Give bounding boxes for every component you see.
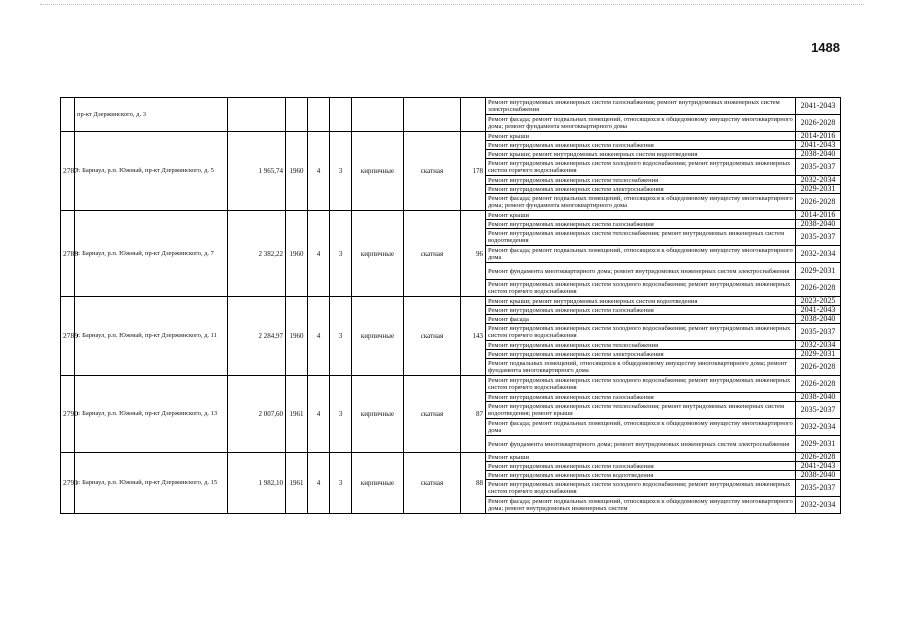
roof-type: скатная — [404, 453, 461, 514]
entrance-count: 3 — [330, 297, 352, 376]
repair-period: 2029-2031 — [796, 350, 841, 359]
repair-period: 2035-2037 — [796, 229, 841, 246]
repair-work-type: Ремонт фундамента многоквартирного дома; ремонт внутридомовых инженерных систем электроснабжения — [486, 436, 796, 453]
resident-count — [461, 98, 486, 132]
repair-work-type: Ремонт фасада — [486, 315, 796, 324]
repair-period: 2038-2040 — [796, 220, 841, 229]
entrance-count: 3 — [330, 453, 352, 514]
repair-work-type: Ремонт внутридомовых инженерных систем холодного водоснабжения; ремонт внутридомовых инженерных систем горячего водоснабжения — [486, 324, 796, 341]
repair-work-type: Ремонт фасада; ремонт подвальных помещений, относящихся к общедомовому имуществу многоквартирного дома — [486, 246, 796, 263]
total-area — [228, 98, 286, 132]
repair-period: 2026-2028 — [796, 453, 841, 462]
repair-period: 2041-2043 — [796, 98, 841, 115]
repair-work-type: Ремонт внутридомовых инженерных систем холодного водоснабжения; ремонт внутридомовых инженерных систем горячего водоснабжения — [486, 376, 796, 393]
wall-material: кирпичные — [352, 297, 404, 376]
record-number: 2788 — [61, 211, 75, 297]
repair-work-type: Ремонт внутридомовых инженерных систем газоснабжения; ремонт внутридомовых инженерных систем электроснабжения — [486, 98, 796, 115]
roof-type: скатная — [404, 132, 461, 211]
repair-period: 2035-2037 — [796, 324, 841, 341]
house-address: г. Барнаул, р.п. Южный, пр-кт Дзержинского, д. 7 — [75, 211, 228, 297]
repair-work-type: Ремонт крыши — [486, 211, 796, 220]
build-year: 1960 — [286, 297, 308, 376]
house-address: пр-кт Дзержинского, д. 3 — [75, 98, 228, 132]
repair-work-type: Ремонт крыши; ремонт внутридомовых инженерных систем водоотведения — [486, 297, 796, 306]
repair-period: 2038-2040 — [796, 150, 841, 159]
total-area: 1 982,10 — [228, 453, 286, 514]
repair-work-type: Ремонт внутридомовых инженерных систем электроснабжения — [486, 350, 796, 359]
repair-period: 2029-2031 — [796, 436, 841, 453]
repair-period: 2038-2040 — [796, 393, 841, 402]
wall-material: кирпичные — [352, 453, 404, 514]
repair-period: 2041-2043 — [796, 306, 841, 315]
repair-period: 2026-2028 — [796, 359, 841, 376]
floor-count: 4 — [308, 211, 330, 297]
floor-count — [308, 98, 330, 132]
wall-material: кирпичные — [352, 376, 404, 453]
repair-period: 2032-2034 — [796, 176, 841, 185]
total-area: 2 284,97 — [228, 297, 286, 376]
repair-work-type: Ремонт внутридомовых инженерных систем теплоснабжения; ремонт внутридомовых инженерных систем водоотведения — [486, 229, 796, 246]
record-number: 2790 — [61, 376, 75, 453]
floor-count: 4 — [308, 297, 330, 376]
repair-work-type: Ремонт внутридомовых инженерных систем холодного водоснабжения; ремонт внутридомовых инженерных систем горячего водоснабжения — [486, 159, 796, 176]
repair-work-type: Ремонт внутридомовых инженерных систем водоотведения — [486, 471, 796, 480]
table-body — [61, 98, 841, 514]
floor-count: 4 — [308, 132, 330, 211]
repair-work-type: Ремонт внутридомовых инженерных систем газоснабжения — [486, 220, 796, 229]
roof-type — [404, 98, 461, 132]
repair-period: 2035-2037 — [796, 159, 841, 176]
repair-period: 2035-2037 — [796, 402, 841, 419]
house-address: г. Барнаул, р.п. Южный, пр-кт Дзержинского, д. 11 — [75, 297, 228, 376]
repair-period: 2029-2031 — [796, 185, 841, 194]
total-area: 1 965,74 — [228, 132, 286, 211]
repair-period: 2023-2025 — [796, 297, 841, 306]
table-row — [61, 132, 841, 141]
repair-work-type: Ремонт внутридомовых инженерных систем теплоснабжения; ремонт внутридомовых инженерных систем водоотведения; ремонт крыши — [486, 402, 796, 419]
repair-period: 2026-2028 — [796, 194, 841, 211]
wall-material: кирпичные — [352, 211, 404, 297]
total-area: 2 382,22 — [228, 211, 286, 297]
repair-work-type: Ремонт внутридомовых инженерных систем холодного водоснабжения; ремонт внутридомовых инженерных систем горячего водоснабжения — [486, 480, 796, 497]
entrance-count: 3 — [330, 376, 352, 453]
record-number: 2789 — [61, 297, 75, 376]
repair-work-type: Ремонт внутридомовых инженерных систем теплоснабжения — [486, 176, 796, 185]
capital-repair-table — [60, 97, 841, 514]
repair-work-type: Ремонт фасада; ремонт подвальных помещений, относящихся к общедомовому имуществу многоквартирного дома; ремонт внутридомовых инженерных систем — [486, 497, 796, 514]
repair-work-type: Ремонт фундамента многоквартирного дома; ремонт внутридомовых инженерных систем электроснабжения — [486, 263, 796, 280]
repair-period: 2026-2028 — [796, 376, 841, 393]
resident-count: 96 — [461, 211, 486, 297]
repair-work-type: Ремонт фасада; ремонт подвальных помещений, относящихся к общедомовому имуществу многоквартирного дома; ремонт фундамента многоквартирного дома — [486, 115, 796, 132]
build-year: 1961 — [286, 376, 308, 453]
repair-period: 2014-2016 — [796, 132, 841, 141]
repair-period: 2029-2031 — [796, 263, 841, 280]
wall-material: кирпичные — [352, 132, 404, 211]
repair-period: 2026-2028 — [796, 280, 841, 297]
total-area: 2 007,60 — [228, 376, 286, 453]
repair-work-type: Ремонт фасада; ремонт подвальных помещений, относящихся к общедомовому имуществу многоквартирного дома; ремонт фундамента многоквартирного дома — [486, 194, 796, 211]
build-year — [286, 98, 308, 132]
repair-work-type: Ремонт внутридомовых инженерных систем теплоснабжения — [486, 341, 796, 350]
floor-count: 4 — [308, 453, 330, 514]
repair-period: 2014-2016 — [796, 211, 841, 220]
repair-work-type: Ремонт фасада; ремонт подвальных помещений, относящихся к общедомовому имуществу многоквартирного дома — [486, 419, 796, 436]
table-row — [61, 453, 841, 462]
repair-work-type: Ремонт внутридомовых инженерных систем газоснабжения — [486, 306, 796, 315]
table-row — [61, 211, 841, 220]
repair-work-type: Ремонт подвальных помещений, относящихся к общедомовому имуществу многоквартирного дома; ремонт фундамента многоквартирного дома — [486, 359, 796, 376]
resident-count: 87 — [461, 376, 486, 453]
repair-work-type: Ремонт внутридомовых инженерных систем газоснабжения — [486, 462, 796, 471]
repair-period: 2041-2043 — [796, 462, 841, 471]
roof-type: скатная — [404, 211, 461, 297]
repair-period: 2038-2040 — [796, 471, 841, 480]
repair-period: 2032-2034 — [796, 497, 841, 514]
roof-type: скатная — [404, 297, 461, 376]
record-number: 2791 — [61, 453, 75, 514]
floor-count: 4 — [308, 376, 330, 453]
repair-work-type: Ремонт внутридомовых инженерных систем электроснабжения — [486, 185, 796, 194]
repair-work-type: Ремонт крыши — [486, 132, 796, 141]
build-year: 1961 — [286, 453, 308, 514]
entrance-count: 3 — [330, 132, 352, 211]
roof-type: скатная — [404, 376, 461, 453]
entrance-count: 3 — [330, 211, 352, 297]
scan-edge-dots — [40, 4, 864, 7]
repair-work-type: Ремонт внутридомовых инженерных систем газоснабжения — [486, 393, 796, 402]
build-year: 1960 — [286, 132, 308, 211]
build-year: 1960 — [286, 211, 308, 297]
page-number: 1488 — [811, 40, 840, 55]
repair-period: 2038-2040 — [796, 315, 841, 324]
repair-work-type: Ремонт внутридомовых инженерных систем холодного водоснабжения; ремонт внутридомовых инженерных систем горячего водоснабжения — [486, 280, 796, 297]
repair-work-type: Ремонт внутридомовых инженерных систем газоснабжения — [486, 141, 796, 150]
repair-work-type: Ремонт крыши — [486, 453, 796, 462]
repair-work-type: Ремонт крыши; ремонт внутридомовых инженерных систем водоотведения — [486, 150, 796, 159]
table-row — [61, 376, 841, 393]
repair-period: 2032-2034 — [796, 419, 841, 436]
resident-count: 88 — [461, 453, 486, 514]
entrance-count — [330, 98, 352, 132]
repair-period: 2026-2028 — [796, 115, 841, 132]
wall-material — [352, 98, 404, 132]
record-number — [61, 98, 75, 132]
repair-period: 2032-2034 — [796, 341, 841, 350]
table-row — [61, 297, 841, 306]
house-address: г. Барнаул, р.п. Южный, пр-кт Дзержинского, д. 5 — [75, 132, 228, 211]
repair-period: 2041-2043 — [796, 141, 841, 150]
house-address: г. Барнаул, р.п. Южный, пр-кт Дзержинского, д. 15 — [75, 453, 228, 514]
repair-period: 2035-2037 — [796, 480, 841, 497]
house-address: г. Барнаул, р.п. Южный, пр-кт Дзержинского, д. 13 — [75, 376, 228, 453]
table-row — [61, 98, 841, 115]
repair-period: 2032-2034 — [796, 246, 841, 263]
resident-count: 178 — [461, 132, 486, 211]
resident-count: 143 — [461, 297, 486, 376]
record-number: 2787 — [61, 132, 75, 211]
